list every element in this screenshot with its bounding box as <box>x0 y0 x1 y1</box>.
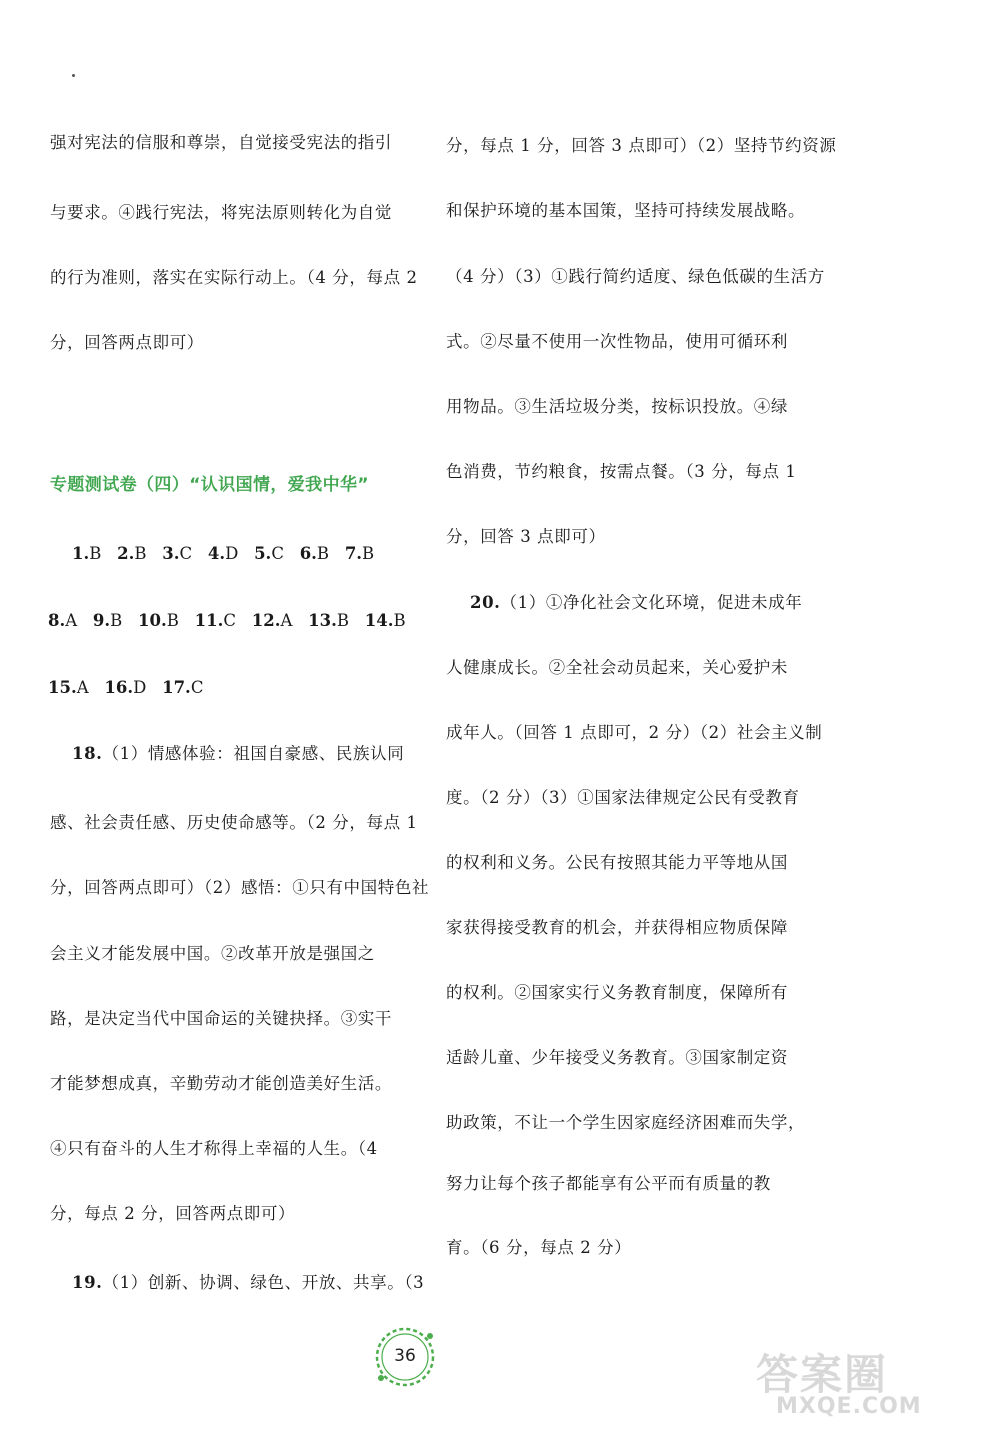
answer-value: A <box>76 678 89 697</box>
answer-value: B <box>316 544 330 563</box>
text-line: （4 分）（3）①践行简约适度、绿色低碳的生活方 <box>446 267 825 286</box>
text-line: 分，每点 2 分，回答两点即可） <box>50 1204 296 1223</box>
answer-number: 9. <box>92 611 111 630</box>
answer-value: B <box>89 544 102 563</box>
answer-number: 16. <box>104 678 134 697</box>
answer-value: B <box>362 544 375 563</box>
text-line: 人健康成长。②全社会动员起来，关心爱护未 <box>446 658 788 677</box>
answer-value: B <box>110 611 123 630</box>
answer-value: B <box>166 611 179 630</box>
text-line: 感、社会责任感、历史使命感等。（2 分，每点 1 <box>50 813 418 832</box>
answer-number: 11. <box>194 611 224 630</box>
text-line: 分，回答 3 点即可） <box>446 527 606 546</box>
question-number: 20. <box>470 593 501 612</box>
text-line: 分，回答两点即可） <box>50 333 204 352</box>
answer-number: 17. <box>162 678 191 697</box>
answer-value: D <box>133 678 147 697</box>
answer-number: 10. <box>138 611 167 630</box>
text-line: 才能梦想成真，辛勤劳动才能创造美好生活。 <box>50 1074 392 1093</box>
section-title: 专题测试卷（四）“认识国情，爱我中华” <box>50 475 369 495</box>
answer-number: 5. <box>254 544 272 563</box>
page-number: 36 <box>394 1346 416 1366</box>
answer-number: 4. <box>207 544 226 563</box>
answer-value: B <box>336 611 349 630</box>
text-line: 努力让每个孩子都能享有公平而有质量的教 <box>446 1174 771 1193</box>
text-line: 与要求。④践行宪法，将宪法原则转化为自觉 <box>50 203 392 222</box>
text-line: 适龄儿童、少年接受义务教育。③国家制定资 <box>446 1048 788 1067</box>
text-line: 的行为准则，落实在实际行动上。（4 分，每点 2 <box>50 268 418 287</box>
answer-value: A <box>65 611 78 630</box>
watermark-url: MXQE.COM <box>776 1394 922 1419</box>
question-text: （1）创新、协调、绿色、开放、共享。（3 <box>102 1273 425 1292</box>
page-number-badge <box>368 1320 442 1394</box>
answer-number: 1. <box>72 544 90 563</box>
text-line: 路，是决定当代中国命运的关键抉择。③实干 <box>50 1009 392 1028</box>
answer-value: B <box>134 544 147 563</box>
question-number: 19. <box>72 1273 103 1292</box>
question-18-first-line <box>72 743 404 765</box>
answer-number: 7. <box>344 544 363 563</box>
answer-number: 3. <box>162 544 180 563</box>
answer-value: C <box>190 678 204 697</box>
answer-number: 8. <box>48 611 66 630</box>
question-number: 18. <box>72 744 103 763</box>
text-line: 式。②尽量不使用一次性物品，使用可循环利 <box>446 332 788 351</box>
text-line: 分，回答两点即可）（2）感悟：①只有中国特色社 <box>50 878 430 897</box>
text-line: 和保护环境的基本国策，坚持可持续发展战略。 <box>446 201 806 220</box>
answer-value: C <box>223 611 236 630</box>
text-line: 家获得接受教育的机会，并获得相应物质保障 <box>446 918 788 937</box>
question-19-first-line <box>72 1272 424 1294</box>
answer-row <box>48 677 203 699</box>
text-line: 育。（6 分，每点 2 分） <box>446 1238 632 1257</box>
watermark-logo <box>748 1342 984 1424</box>
answer-number: 13. <box>308 611 337 630</box>
question-20-first-line <box>470 592 802 614</box>
text-line: 色消费，节约粮食，按需点餐。（3 分，每点 1 <box>446 462 797 481</box>
text-line: 成年人。（回答 1 点即可，2 分）（2）社会主义制 <box>446 723 823 742</box>
answer-value: C <box>179 544 193 563</box>
text-line: 的权利和义务。公民有按照其能力平等地从国 <box>446 853 788 872</box>
answer-row <box>72 543 374 565</box>
answer-value: A <box>280 611 293 630</box>
text-line: 的权利。②国家实行义务教育制度，保障所有 <box>446 983 788 1002</box>
scan-speck <box>72 74 75 77</box>
text-line: ④只有奋斗的人生才称得上幸福的人生。（4 <box>50 1139 378 1158</box>
question-text: （1）情感体验：祖国自豪感、民族认同 <box>102 744 405 763</box>
watermark-main: 答案圈 <box>756 1350 889 1399</box>
answer-value: D <box>225 544 239 563</box>
answer-number: 15. <box>48 678 77 697</box>
answer-number: 6. <box>299 544 317 563</box>
answer-number: 2. <box>117 544 135 563</box>
answer-number: 12. <box>251 611 281 630</box>
answer-value: C <box>271 544 284 563</box>
text-line: 用物品。③生活垃圾分类，按标识投放。④绿 <box>446 397 788 416</box>
answer-row <box>48 610 406 632</box>
text-line: 强对宪法的信服和尊崇，自觉接受宪法的指引 <box>50 133 392 152</box>
answer-number: 14. <box>364 611 394 630</box>
text-line: 分，每点 1 分，回答 3 点即可）（2）坚持节约资源 <box>446 136 837 155</box>
text-line: 度。（2 分）（3）①国家法律规定公民有受教育 <box>446 788 800 807</box>
answer-value: B <box>393 611 406 630</box>
text-line: 会主义才能发展中国。②改革开放是强国之 <box>50 944 375 963</box>
question-text: （1）①净化社会文化环境，促进未成年 <box>500 593 803 612</box>
text-line: 助政策，不让一个学生因家庭经济困难而失学， <box>446 1113 806 1132</box>
